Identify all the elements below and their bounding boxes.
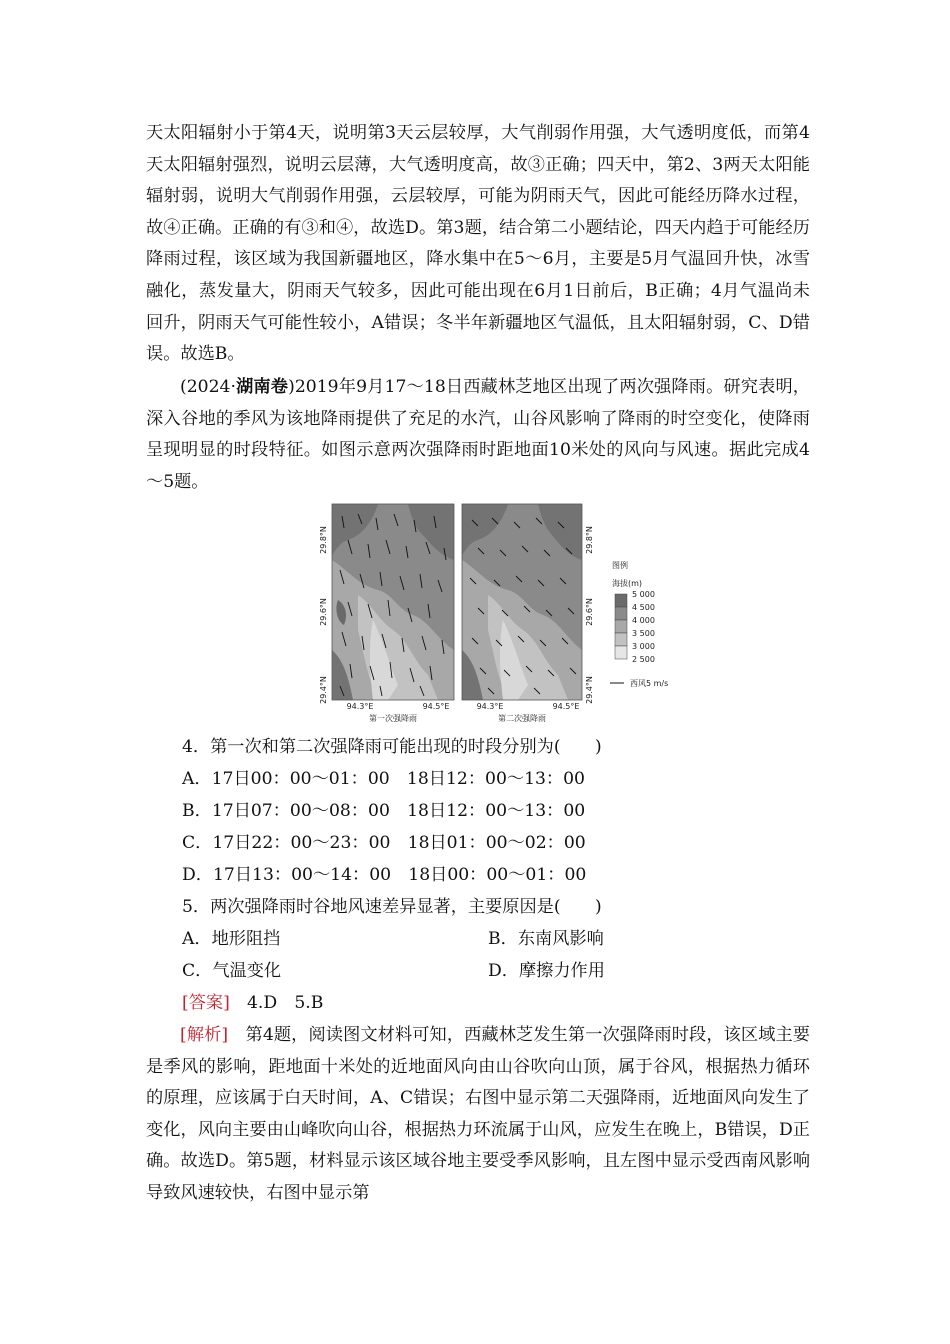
lat-label-left-3: 29.4°N (319, 676, 328, 704)
legend-subtitle: 海拔(m) (612, 579, 643, 588)
lon-label-left-1: 94.3°E (346, 702, 374, 711)
q5-option-c: C．气温变化 (182, 961, 282, 981)
analysis-paragraph (146, 1020, 810, 1210)
legend-value-4000: 4 000 (632, 616, 655, 625)
map-legend (610, 560, 668, 688)
q4-option-c: C．17日22：00～23：00 18日01：00～02：00 (182, 833, 586, 853)
lon-label-right-1: 94.3°E (476, 702, 504, 711)
lat-label-right-1: 29.8°N (585, 526, 594, 554)
answer-text: 4.D 5.B (247, 993, 324, 1013)
analysis-text: 第4题，阅读图文材料可知，西藏林芝发生第一次强降雨时段，该区域主要是季风的影响，距地面十米处的近地面风向由山谷吹向山顶，属于谷风，根据热力循环的原理，应该属于白天时间，A、C错误；右图中显示第二天强降雨，近地面风向发生了变化，风向主要由山峰吹向山谷，根据热力环流属于山风，应发生在晚上，B错误，D正确。故选D。第5题，材料显示该区域谷地主要受季风影响，且左图中显示受西南风影响导致风速较快，右图中显示第 (146, 1025, 811, 1203)
q5-stem: 5．两次强降雨时谷地风速差异显著，主要原因是( ) (182, 897, 602, 917)
legend-title: 图例 (612, 561, 628, 570)
source-name: 湖南卷 (235, 377, 289, 397)
legend-value-2500: 2 500 (632, 655, 655, 664)
answer-line (182, 988, 323, 1020)
q4-stem: 4．第一次和第二次强降雨可能出现的时段分别为( ) (182, 737, 602, 757)
source-close: ) (288, 377, 295, 397)
lat-label-right-2: 29.6°N (585, 598, 594, 626)
lat-label-left-1: 29.8°N (319, 526, 328, 554)
caption-first-rain: 第一次强降雨 (369, 714, 417, 723)
q5-option-d: D．摩擦力作用 (488, 961, 605, 981)
legend-value-4500: 4 500 (632, 603, 655, 612)
q4-option-d: D．17日13：00～14：00 18日00：00～01：00 (182, 865, 587, 885)
terrain-map-left (332, 504, 454, 700)
q5-option-b: B．东南风影响 (488, 929, 604, 949)
lon-label-left-2: 94.5°E (422, 702, 450, 711)
legend-value-5000: 5 000 (632, 590, 655, 599)
q4-option-b: B．17日07：00～08：00 18日12：00～13：00 (182, 801, 586, 821)
question-intro (146, 372, 810, 498)
terrain-map-right (462, 504, 582, 700)
intro-text: 2019年9月17～18日西藏林芝地区出现了两次强降雨。研究表明，深入谷地的季风为该地降雨提供了充足的水汽，山谷风影响了降雨的时空变化，使降雨呈现明显的时段特征。如图示意两次强降雨时距地面10米处的风向与风速。据此完成4～5题。 (146, 377, 810, 492)
answer-tag: [答案] (182, 993, 230, 1013)
wind-map-figure (318, 500, 670, 728)
lat-label-left-2: 29.6°N (319, 598, 328, 626)
analysis-tag: [解析] (180, 1025, 229, 1045)
legend-value-3000: 3 000 (632, 642, 655, 651)
lat-label-right-3: 29.4°N (585, 676, 594, 704)
lon-label-right-2: 94.5°E (552, 702, 580, 711)
explanation-continuation: 天太阳辐射小于第4天，说明第3天云层较厚，大气削弱作用强，大气透明度低，而第4天太阳辐射强烈，说明云层薄，大气透明度高，故③正确；四天中，第2、3两天太阳能辐射弱，说明大气削弱作用强，云层较厚，可能为阴雨天气，因此可能经历降水过程，故④正确。正确的有③和④，故选D。第3题，结合第二小题结论，四天内趋于可能经历降雨过程，该区域为我国新疆地区，降水集中在5～6月，主要是5月气温回升快，冰雪融化，蒸发量大，阴雨天气较多，因此可能出现在6月1日前后，B正确；4月气温尚未回升，阴雨天气可能性较小，A错误；冬半年新疆地区气温低，且太阳辐射弱，C、D错误。故选B。 (146, 123, 810, 365)
caption-second-rain: 第二次强降雨 (498, 714, 546, 723)
legend-value-3500: 3 500 (632, 629, 655, 638)
legend-wind-label: 西风5 m/s (630, 679, 669, 688)
q4-option-a: A．17日00：00～01：00 18日12：00～13：00 (182, 769, 585, 789)
source-open: (2024· (180, 377, 236, 397)
q5-option-a: A．地形阻挡 (182, 929, 281, 949)
